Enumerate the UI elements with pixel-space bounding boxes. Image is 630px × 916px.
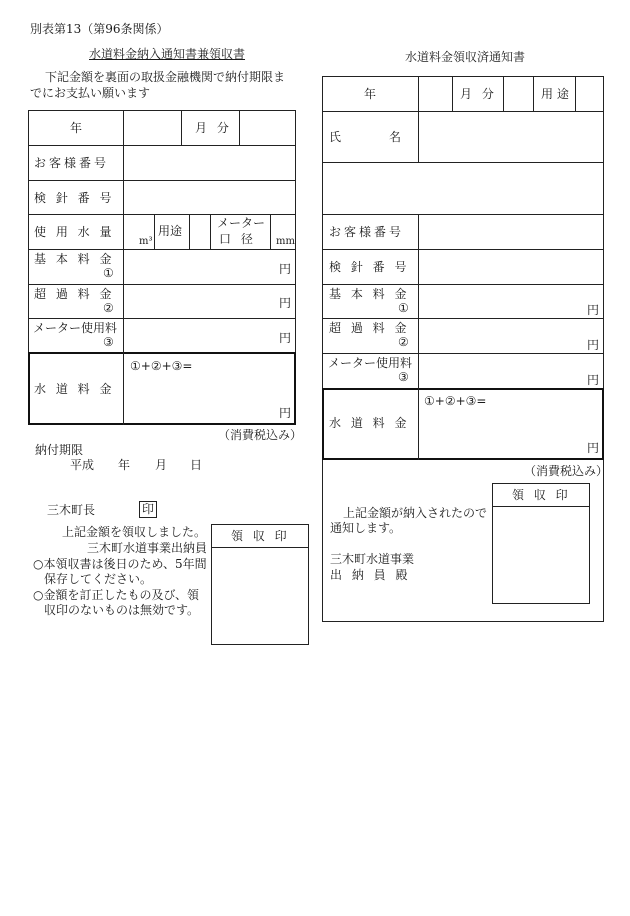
left-water-fee-yen: 円 [279,406,292,420]
left-note1-line2: 保存してください。 [44,572,153,586]
right-addressee-line1: 三木町水道事業 [330,552,415,566]
left-customer-number-label: お客様番号 [34,156,110,170]
left-mark-2: ② [103,301,114,315]
left-meter-reading-number-label: 検 針 番 号 [34,191,115,205]
left-receipt-stamp-label: 領 収 印 [231,529,290,543]
left-intro-line1: 下記金額を裏面の取扱金融機関で納付期限ま [45,70,286,84]
right-addressee-line2: 出 納 員 殿 [330,568,411,582]
mayor-label: 三木町長 [47,503,96,517]
left-form-title: 水道料金納入通知書兼領収書 [89,47,246,61]
right-meter-fee-yen: 円 [587,373,600,387]
left-note1-line1: ○本領収書は後日のため、5年間 [33,557,207,571]
left-received-line1: 上記金額を領収しました。 [62,525,207,539]
right-receipt-stamp-label: 領 収 印 [512,488,571,502]
right-form-title: 水道料金領収済通知書 [405,50,526,64]
right-mark-2: ② [398,335,409,349]
left-month-label: 月 分 [195,121,232,135]
right-meter-fee-label: メーター使用料 [328,356,413,370]
right-customer-number-label: お客様番号 [329,225,405,239]
left-usage-unit: m³ [139,236,153,247]
left-purpose-label: 用途 [158,224,183,238]
left-excess-fee-label: 超 過 料 金 [34,287,115,301]
due-date-day: 日 [190,458,203,472]
left-year-label: 年 [70,121,83,135]
left-meter-bore-label: 口 径 [219,232,256,246]
right-notice-line1: 上記金額が納入されたので [343,506,488,520]
left-basic-fee-label: 基 本 料 金 [34,252,115,266]
due-date-era: 平成 [70,458,95,472]
due-date-year: 年 [118,458,131,472]
left-meter-label: メーター [217,216,266,230]
left-formula: ①+②+③= [130,359,193,373]
right-purpose-label: 用 途 [541,87,569,101]
right-formula: ①+②+③= [424,394,487,408]
left-meter-fee-label: メーター使用料 [33,321,118,335]
right-water-fee-label: 水 道 料 金 [329,416,410,430]
right-excess-fee-yen: 円 [587,338,600,352]
left-tax-note: （消費税込み） [218,428,303,442]
right-mark-1: ① [398,301,409,315]
left-note2-line1: ○金額を訂正したもの及び、領 [33,588,199,602]
mayor-seal-mark: 印 [139,501,157,518]
right-mark-3: ③ [398,370,409,384]
left-mark-1: ① [103,266,114,280]
left-bore-unit: mm [276,236,295,247]
right-notice-line2: 通知します。 [330,521,402,535]
left-mark-3: ③ [103,335,114,349]
left-note2-line2: 収印のないものは無効です。 [44,603,200,617]
right-meter-reading-number-label: 検 針 番 号 [329,260,410,274]
right-tax-note: （消費税込み） [524,464,609,478]
right-basic-fee-yen: 円 [587,303,600,317]
right-water-fee-yen: 円 [587,441,600,455]
due-date-label: 納付期限 [35,443,84,457]
right-name-label: 氏 名 [329,130,402,144]
left-basic-fee-yen: 円 [279,262,292,276]
right-excess-fee-label: 超 過 料 金 [329,321,410,335]
left-meter-fee-yen: 円 [279,331,292,345]
left-water-fee-label: 水 道 料 金 [34,382,115,396]
left-intro-line2: でにお支払い願います [30,86,151,100]
left-received-line2: 三木町水道事業出納員 [87,541,208,555]
right-year-label: 年 [364,87,377,101]
left-excess-fee-yen: 円 [279,296,292,310]
left-water-usage-label: 使 用 水 量 [34,225,115,239]
right-basic-fee-label: 基 本 料 金 [329,287,410,301]
due-date-month: 月 [155,458,168,472]
form-reference: 別表第13（第96条関係） [30,22,169,36]
right-month-label: 月 分 [460,87,497,101]
